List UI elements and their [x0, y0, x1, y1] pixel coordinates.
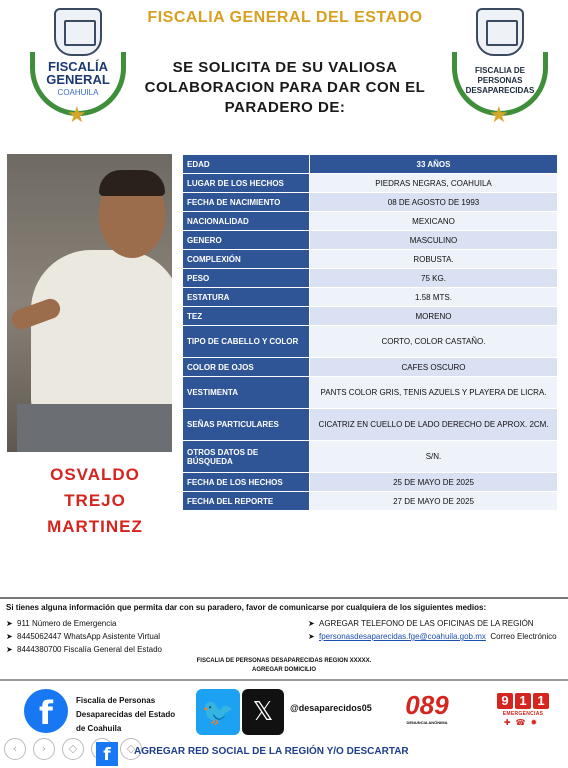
detail-label: NACIONALIDAD — [183, 212, 310, 231]
seal-label: FISCALIA DE PERSONAS DESAPARECIDAS — [465, 66, 535, 95]
detail-label: TEZ — [183, 307, 310, 326]
details-table — [182, 154, 558, 511]
twitter-bird-icon[interactable]: 🐦 — [196, 689, 240, 735]
logo-911: 9 1 1 EMERGENCIAS ✚☎✹ — [494, 693, 552, 733]
table-row — [183, 358, 558, 377]
detail-value: CAFES OSCURO — [310, 358, 558, 377]
name-surname1: TREJO — [64, 491, 126, 510]
coat-of-arms-icon — [476, 8, 524, 56]
name-first: OSVALDO — [50, 465, 140, 484]
social-handle[interactable]: @desaparecidos05 — [290, 703, 372, 713]
table-row — [183, 250, 558, 269]
detail-value: PIEDRAS NEGRAS, COAHUILA — [310, 174, 558, 193]
detail-value: S/N. — [310, 441, 558, 473]
seal-line3: COAHUILA — [57, 88, 99, 97]
table-row — [183, 231, 558, 250]
detail-label: TIPO DE CABELLO Y COLOR — [183, 326, 310, 358]
check-icon: ➤ — [6, 619, 13, 628]
contact-intro: Si tienes alguna información que permita dar con su paradero, favor de comunicarse por cualquiera de los siguientes medios: — [6, 603, 487, 612]
detail-value: MORENO — [310, 307, 558, 326]
detail-label: LUGAR DE LOS HECHOS — [183, 174, 310, 193]
divider — [0, 679, 568, 681]
detail-label: COMPLEXIÓN — [183, 250, 310, 269]
person-name — [10, 462, 180, 540]
table-row — [183, 473, 558, 492]
table-row — [183, 492, 558, 511]
region-address-note: FISCALIA DE PERSONAS DESAPARECIDAS REGION XXXXX. AGREGAR DOMICILIO — [196, 658, 372, 673]
detail-value: 08 DE AGOSTO DE 1993 — [310, 193, 558, 212]
list-item: ➤ 911 Número de Emergencia — [6, 619, 117, 628]
agency-title: FISCALIA GENERAL DEL ESTADO — [147, 9, 423, 26]
email-link[interactable]: fpersonasdesaparecidas.fge@coahuila.gob.mx — [319, 632, 486, 641]
table-row — [183, 441, 558, 473]
logo-089: 089 DENUNCIA ANÓNIMA — [405, 690, 449, 725]
detail-label: GENERO — [183, 231, 310, 250]
forward-icon[interactable]: › — [33, 738, 55, 760]
star-icon: ★ — [489, 102, 509, 127]
name-surname2: MARTINEZ — [47, 517, 143, 536]
seal-label — [40, 60, 116, 99]
detail-value: 33 AÑOS — [310, 155, 558, 174]
desaparecidas-seal — [452, 8, 548, 128]
detail-value: CORTO, COLOR CASTAÑO. — [310, 326, 558, 358]
table-row — [183, 174, 558, 193]
tag-icon[interactable]: ◇ — [62, 738, 84, 760]
detail-value: ROBUSTA. — [310, 250, 558, 269]
list-item: ➤ 8444380700 Fiscalía General del Estado — [6, 645, 162, 654]
detail-label: OTROS DATOS DE BÚSQUEDA — [183, 441, 310, 473]
detail-value: MASCULINO — [310, 231, 558, 250]
check-icon: ➤ — [308, 619, 315, 628]
detail-label: COLOR DE OJOS — [183, 358, 310, 377]
contact-list-right — [308, 617, 564, 643]
table-row — [183, 212, 558, 231]
x-logo-icon[interactable]: 𝕏 — [242, 689, 284, 735]
detail-value: 1.58 MTS. — [310, 288, 558, 307]
table-row — [183, 377, 558, 409]
detail-label: PESO — [183, 269, 310, 288]
detail-label: FECHA DE NACIMIENTO — [183, 193, 310, 212]
detail-value: 25 DE MAYO DE 2025 — [310, 473, 558, 492]
check-icon: ➤ — [6, 632, 13, 641]
emergency-icons: ✚☎✹ — [503, 718, 543, 727]
table-row — [183, 288, 558, 307]
check-icon: ➤ — [308, 632, 315, 641]
facebook-page-name: Fiscalía de Personas Desaparecidas del Estado de Coahuila — [76, 696, 176, 733]
contact-list-left — [6, 617, 296, 656]
nav-controls — [4, 738, 142, 760]
detail-value: MEXICANO — [310, 212, 558, 231]
table-row — [183, 307, 558, 326]
detail-label: FECHA DEL REPORTE — [183, 492, 310, 511]
list-item: ➤ fpersonasdesaparecidas.fge@coahuila.gob.mx Correo Electrónico — [308, 632, 557, 641]
table-row — [183, 326, 558, 358]
missing-person-photo — [7, 154, 172, 452]
back-icon[interactable]: ‹ — [4, 738, 26, 760]
table-row — [183, 409, 558, 441]
star-icon: ★ — [67, 102, 87, 127]
detail-label: ESTATURA — [183, 288, 310, 307]
detail-value: 27 DE MAYO DE 2025 — [310, 492, 558, 511]
coat-of-arms-icon — [54, 8, 102, 56]
detail-label: FECHA DE LOS HECHOS — [183, 473, 310, 492]
tag-icon[interactable]: ◇ — [120, 738, 142, 760]
table-row — [183, 269, 558, 288]
table-row — [183, 193, 558, 212]
seal-line1: FISCALÍA — [48, 59, 108, 74]
divider — [0, 597, 568, 599]
check-icon: ➤ — [6, 645, 13, 654]
list-item: ➤ 8445062447 WhatsApp Asistente Virtual — [6, 632, 161, 641]
detail-value: CICATRIZ EN CUELLO DE LADO DERECHO DE APROX. 2CM. — [310, 409, 558, 441]
facebook-icon[interactable]: f — [96, 742, 118, 766]
detail-label: VESTIMENTA — [183, 377, 310, 409]
regional-social-cta: AGREGAR RED SOCIAL DE LA REGIÓN Y/O DESCARTAR — [134, 746, 409, 757]
detail-value: 75 KG. — [310, 269, 558, 288]
list-item: ➤ AGREGAR TELEFONO DE LAS OFICINAS DE LA REGIÓN — [308, 619, 534, 628]
table-row — [183, 155, 558, 174]
detail-label: EDAD — [183, 155, 310, 174]
detail-value: PANTS COLOR GRIS, TENIS AZUELS Y PLAYERA DE LICRA. — [310, 377, 558, 409]
facebook-icon[interactable]: f — [24, 689, 68, 733]
request-title: SE SOLICITA DE SU VALIOSA COLABORACION PARA DAR CON EL PARADERO DE: — [144, 59, 426, 116]
fiscalia-general-seal — [30, 8, 126, 128]
seal-line2: GENERAL — [46, 72, 110, 87]
detail-label: SEÑAS PARTICULARES — [183, 409, 310, 441]
